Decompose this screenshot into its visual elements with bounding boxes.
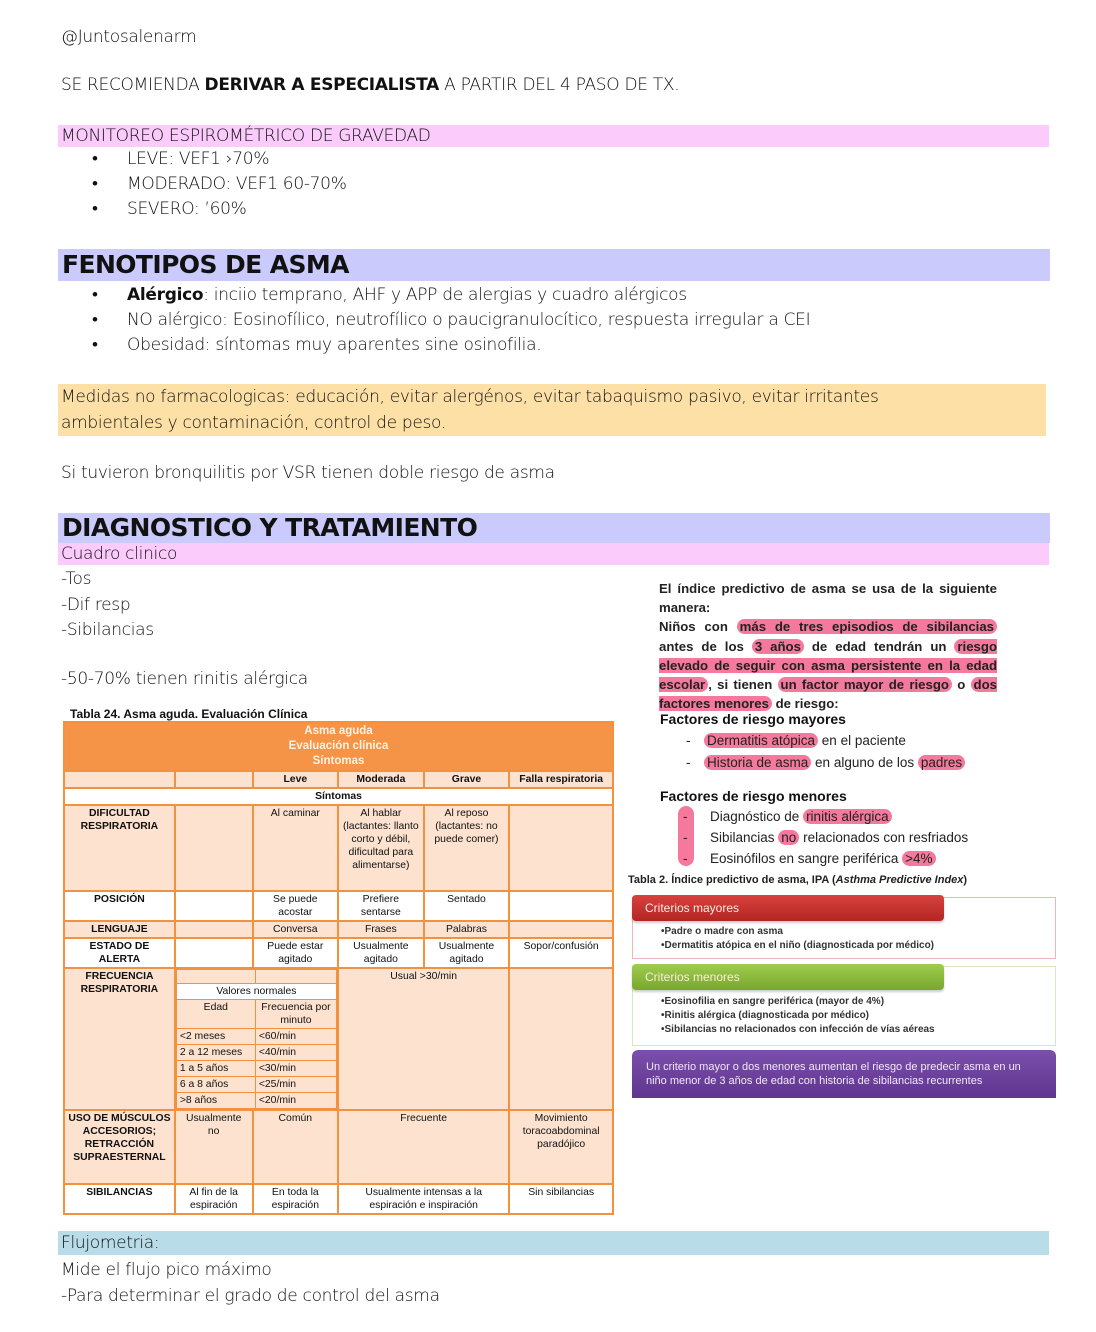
- highlight: >4%: [902, 851, 935, 866]
- col-header: [64, 771, 175, 788]
- monitoring-item: • MODERADO: VEF1 60-70%: [92, 172, 347, 197]
- table-cell: Al reposo (lactantes: no puede comer): [424, 805, 510, 891]
- highlight: padres: [918, 755, 965, 770]
- major-criteria-bar: Criterios mayores: [632, 895, 944, 921]
- caption-text: ): [963, 874, 968, 886]
- text-run: relacionados con resfriados: [799, 830, 969, 845]
- highlight: rinitis alérgica: [803, 809, 892, 824]
- table-cell: Usualmente intensas a la espiración e inspiración: [338, 1184, 509, 1214]
- age-cell: >8 años: [176, 1093, 255, 1109]
- table-cell: [509, 891, 613, 921]
- minor-factor: - Eosinófilos en sangre periférica >4%: [683, 848, 968, 869]
- non-pharma-line1: Medidas no farmacologicas: educación, evitar alergénos, evitar tabaquismo pasivo, evitar irritantes: [61, 387, 879, 407]
- flow-notes: [61, 1257, 440, 1309]
- minor-criterion: • Sibilancias no relacionados con infección de vías aéreas: [661, 1023, 1055, 1037]
- clinical-item: -Sibilancias: [61, 620, 154, 640]
- vsr-note: Si tuvieron bronquilitis por VSR tienen doble riesgo de asma: [61, 463, 555, 483]
- table-cell: Usualmente no: [175, 1110, 253, 1184]
- referral-recommendation: [61, 75, 679, 95]
- phenotype-item: • Obesidad: síntomas muy aparentes sine osinofilia.: [92, 333, 810, 358]
- rate-cell: <40/min: [255, 1045, 336, 1061]
- rate-cell: <30/min: [255, 1061, 336, 1077]
- highlight: Dermatitis atópica: [704, 733, 818, 748]
- highlight: un factor mayor de riesgo: [778, 677, 952, 692]
- table-cell: Conversa: [253, 921, 338, 938]
- age-cell: 6 a 8 años: [176, 1077, 255, 1093]
- acute-asthma-table: [63, 721, 614, 1215]
- table-cell: Usualmente agitado: [424, 938, 510, 968]
- table-cell: Al caminar: [253, 805, 338, 891]
- non-pharma-box: [58, 384, 1046, 436]
- phenotype-text: : inciio temprano, AHF y APP de alergias y cuadro alérgicos: [203, 285, 687, 305]
- table-header: [64, 722, 613, 771]
- rate-cell: <25/min: [255, 1077, 336, 1093]
- phenotype-bold: Alérgico: [127, 285, 204, 305]
- row-label: USO DE MÚSCULOS ACCESORIOS; RETRACCIÓN SUPRAESTERNAL: [64, 1110, 175, 1184]
- major-factor: - Dermatitis atópica en el paciente: [686, 733, 906, 748]
- major-factor: - Historia de asma en alguno de los padres: [686, 752, 965, 774]
- table-cell: [175, 891, 253, 921]
- rate-cell: <60/min: [255, 1029, 336, 1045]
- predictive-intro: El índice predictivo de asma se usa de la siguiente manera:: [659, 581, 997, 616]
- age-cell: 1 a 5 años: [176, 1061, 255, 1077]
- predictive-index-text: [659, 579, 997, 713]
- col-header-falla: Falla respiratoria: [509, 771, 613, 788]
- minor-criteria-list: [633, 995, 1055, 1037]
- table-cell: Común: [253, 1110, 338, 1184]
- text-run: de riesgo:: [771, 696, 839, 712]
- usual-rate-cell: Usual >30/min: [338, 968, 509, 1110]
- minor-criterion: • Rinitis alérgica (diagnosticada por médico): [661, 1009, 1055, 1023]
- row-label: ESTADO DE ALERTA: [64, 938, 175, 968]
- major-factors-title: Factores de riesgo mayores: [660, 711, 846, 727]
- text-run: antes de los: [659, 638, 752, 654]
- recommendation-prefix: SE RECOMIENDA: [61, 75, 205, 95]
- highlight: no: [778, 830, 799, 845]
- normal-values-table: [176, 969, 337, 1109]
- row-label: POSICIÓN: [64, 891, 175, 921]
- rate-cell: <20/min: [255, 1093, 336, 1109]
- table-row: [64, 891, 613, 921]
- header-line: Síntomas: [312, 755, 365, 767]
- phenotypes-list: [92, 283, 810, 358]
- table-cell: [509, 921, 613, 938]
- table-cell: [175, 938, 253, 968]
- normal-values-title: Valores normales: [176, 984, 336, 1000]
- table-row: [64, 1184, 613, 1214]
- ipa-caption: [628, 874, 967, 886]
- minor-factor: - Diagnóstico de rinitis alérgica: [683, 806, 968, 827]
- predictive-paragraph: [659, 617, 997, 713]
- text-run: en alguno de los: [811, 755, 918, 770]
- text-run: Niños con: [659, 619, 737, 635]
- row-label: LENGUAJE: [64, 921, 175, 938]
- table-cell: Sin sibilancias: [509, 1184, 613, 1214]
- minor-criterion: • Eosinofilia en sangre periférica (mayor de 4%): [661, 995, 1055, 1009]
- normal-values-cell: [175, 968, 338, 1110]
- table24-caption: Tabla 24. Asma aguda. Evaluación Clínica: [70, 707, 308, 721]
- major-criterion: • Dermatitis atópica en el niño (diagnosticada por médico): [661, 939, 1055, 953]
- table-cell: [509, 805, 613, 891]
- header-line: Evaluación clínica: [288, 740, 389, 752]
- major-criterion: • Padre o madre con asma: [661, 925, 1055, 939]
- text-run: o: [951, 677, 971, 693]
- text-run: , si tienen: [708, 677, 778, 693]
- recommendation-bold: DERIVAR A ESPECIALISTA: [204, 75, 440, 95]
- table-cell: Sentado: [424, 891, 510, 921]
- text-run: en el paciente: [818, 733, 906, 748]
- text-run: Diagnóstico de: [710, 809, 804, 824]
- rhinitis-note: -50-70% tienen rinitis alérgica: [61, 669, 308, 689]
- table-cell: [509, 968, 613, 1110]
- flow-line: Mide el flujo pico máximo: [61, 1260, 272, 1280]
- age-cell: 2 a 12 meses: [176, 1045, 255, 1061]
- table-row: [64, 968, 613, 1110]
- col-rate: Frecuencia por minuto: [255, 1000, 336, 1029]
- table-cell: En toda la espiración: [253, 1184, 338, 1214]
- col-header-leve: Leve: [253, 771, 338, 788]
- minor-factors-list: [683, 806, 968, 869]
- recommendation-suffix: A PARTIR DEL 4 PASO DE TX.: [439, 75, 680, 95]
- clinical-item: -Tos: [61, 569, 92, 589]
- text-run: Eosinófilos en sangre periférica: [710, 851, 903, 866]
- table-cell: Prefiere sentarse: [338, 891, 424, 921]
- header-line: Asma aguda: [304, 725, 373, 737]
- phenotype-item: • NO alérgico: Eosinofílico, neutrofílico o paucigranulocítico, respuesta irregular a CEI: [92, 308, 810, 333]
- table-cell: [175, 921, 253, 938]
- author-handle: @Juntosalenarm: [61, 27, 197, 47]
- flow-heading: Flujometria:: [58, 1231, 1049, 1255]
- highlight: riesgo elevado de seguir con asma persistente en la edad escolar: [659, 638, 997, 693]
- ipa-conclusion: Un criterio mayor o dos menores aumentan el riesgo de predecir asma en un niño menor de 3 años de edad con historia de sibilancias recurrentes: [632, 1050, 1056, 1098]
- table-row: [64, 1110, 613, 1184]
- clinical-list: [61, 567, 154, 644]
- table-row: [64, 805, 613, 891]
- table-cell: Al hablar (lactantes: llanto corto y débil, dificultad para alimentarse): [338, 805, 424, 891]
- table-cell: Frecuente: [338, 1110, 509, 1184]
- table-cell: [175, 805, 253, 891]
- highlight: 3 años: [752, 639, 804, 654]
- table-cell: Movimiento toracoabdominal paradójico: [509, 1110, 613, 1184]
- row-label: SIBILANCIAS: [64, 1184, 175, 1214]
- monitoring-item: • LEVE: VEF1 ›70%: [92, 147, 347, 172]
- col-header-grave: Grave: [424, 771, 510, 788]
- table-row: [64, 938, 613, 968]
- table-cell: Se puede acostar: [253, 891, 338, 921]
- monitoring-list: [92, 147, 347, 222]
- diagnosis-heading: DIAGNOSTICO Y TRATAMIENTO: [58, 513, 1050, 543]
- highlight: más de tres episodios de sibilancias: [737, 619, 997, 634]
- phenotypes-heading: FENOTIPOS DE ASMA: [58, 249, 1050, 281]
- caption-text: Tabla 2. Índice predictivo de asma, IPA (: [628, 874, 836, 886]
- minor-factors-title: Factores de riesgo menores: [660, 788, 847, 804]
- row-label: FRECUENCIA RESPIRATORIA: [64, 968, 175, 1110]
- non-pharma-line2: ambientales y contaminación, control de peso.: [61, 413, 446, 433]
- minor-factor: - Sibilancias no relacionados con resfriados: [683, 830, 969, 845]
- flow-line: -Para determinar el grado de control del asma: [61, 1286, 440, 1306]
- table-cell: Al fin de la espiración: [175, 1184, 253, 1214]
- text-run: Sibilancias: [710, 830, 779, 845]
- col-age: Edad: [176, 1000, 255, 1029]
- age-cell: <2 meses: [176, 1029, 255, 1045]
- monitoring-item: • SEVERO: ’60%: [92, 197, 347, 222]
- table-cell: Puede estar agitado: [253, 938, 338, 968]
- col-header: [175, 771, 253, 788]
- highlight: dos factores menores: [659, 677, 997, 712]
- phenotype-item: [92, 283, 810, 308]
- section-row: Síntomas: [64, 788, 613, 805]
- col-header-moderada: Moderada: [338, 771, 424, 788]
- table-row: [64, 921, 613, 938]
- row-label: DIFICULTAD RESPIRATORIA: [64, 805, 175, 891]
- monitoring-heading: MONITOREO ESPIROMÉTRICO DE GRAVEDAD: [58, 125, 1049, 147]
- minor-criteria-bar: Criterios menores: [632, 964, 944, 990]
- table-cell: Sopor/confusión: [509, 938, 613, 968]
- table-cell: Usualmente agitado: [338, 938, 424, 968]
- major-factors-list: [686, 730, 965, 774]
- caption-italic: Asthma Predictive Index: [835, 874, 964, 886]
- table-cell: Palabras: [424, 921, 510, 938]
- text-run: de edad tendrán un: [803, 638, 955, 654]
- table-cell: Frases: [338, 921, 424, 938]
- clinical-item: -Dif resp: [61, 594, 131, 615]
- clinical-heading: Cuadro clinico: [58, 543, 1049, 565]
- major-criteria-list: [633, 925, 1055, 953]
- highlight: Historia de asma: [704, 755, 811, 770]
